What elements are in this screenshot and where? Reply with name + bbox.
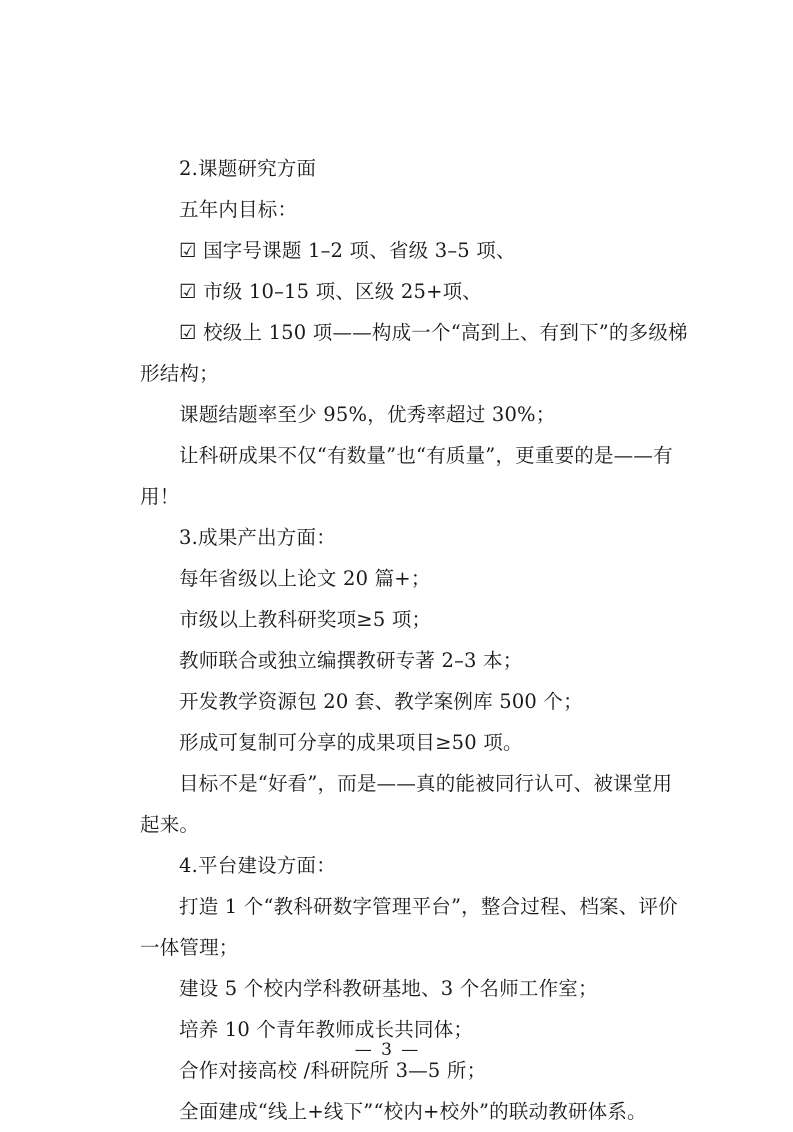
paragraph-goal-statement: 目标不是“好看”，而是——真的能被同行认可、被课堂用起来。 [140,772,673,836]
document-body [140,148,689,1132]
paragraph-replicable-outcomes: 形成可复制可分享的成果项目≥50 项。 [179,731,523,754]
paragraph-section-heading-4: 4.平台建设方面： [179,854,336,877]
paragraph-five-year-goals-label: 五年内目标： [179,198,298,221]
paragraph-resource-packages: 开发教学资源包 20 套、教学案例库 500 个； [179,690,583,713]
paragraph-research-bases: 建设 5 个校内学科教研基地、3 个名师工作室； [179,977,598,1000]
paragraph-linked-system: 全面建成“线上+线下”“校内+校外”的联动教研体系。 [179,1100,647,1123]
paragraph-municipal-district-projects: ☑ 市级 10–15 项、区级 25+项、 [179,280,483,303]
paragraph-section-heading-2: 2.课题研究方面 [179,157,317,180]
paragraph-quality-statement: 让科研成果不仅“有数量”也“有质量”，更重要的是——有用！ [140,444,673,508]
page-number: — 3 — [354,1040,421,1060]
paragraph-university-cooperation: 合作对接高校 /科研院所 3—5 所； [179,1059,487,1082]
paragraph-research-awards: 市级以上教科研奖项≥5 项； [179,608,432,631]
paragraph-monographs: 教师联合或独立编撰教研专著 2–3 本； [179,649,523,672]
paragraph-completion-rate: 课题结题率至少 95%，优秀率超过 30%； [179,403,556,426]
paragraph-annual-papers: 每年省级以上论文 20 篇+； [179,567,431,590]
paragraph-national-provincial-projects: ☑ 国字号课题 1–2 项、省级 3–5 项、 [179,239,516,262]
page-footer [0,1040,793,1060]
paragraph-school-level-projects: ☑ 校级上 150 项——构成一个“高到上、有到下”的多级梯形结构； [140,321,688,385]
paragraph-section-heading-3: 3.成果产出方面： [179,526,336,549]
paragraph-digital-platform: 打造 1 个“教科研数字管理平台”，整合过程、档案、评价一体管理； [140,895,678,959]
paragraph-youth-teacher-communities: 培养 10 个青年教师成长共同体； [179,1018,474,1041]
